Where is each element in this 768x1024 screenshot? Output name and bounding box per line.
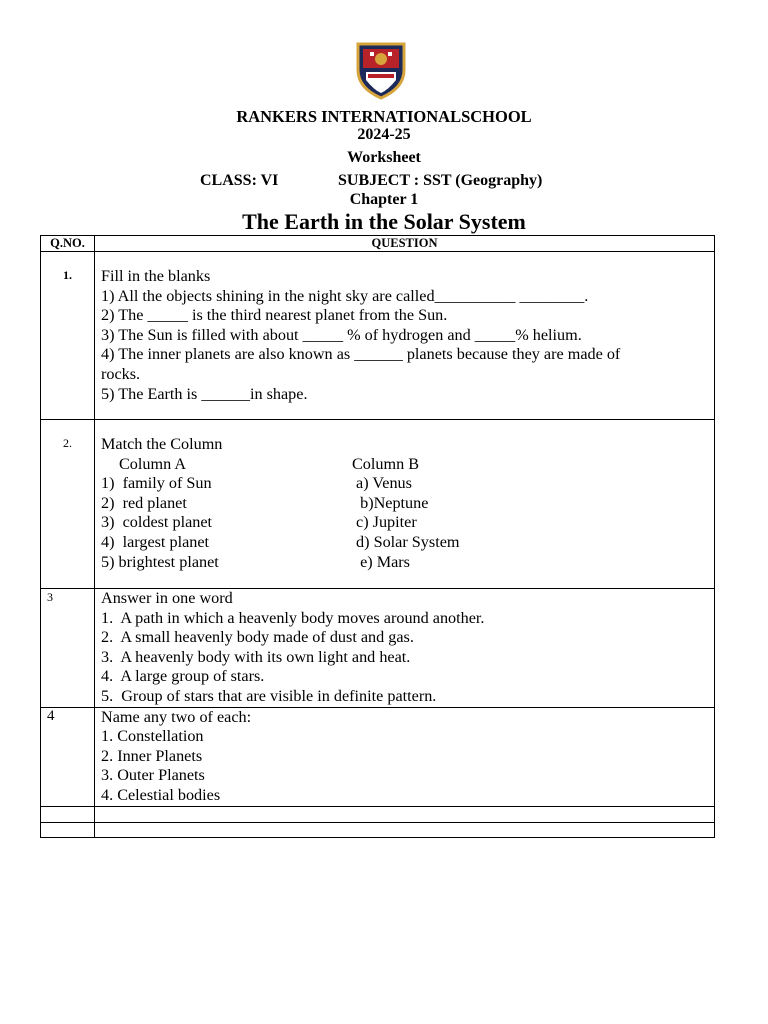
- column-a-item: 5) brightest planet: [101, 552, 219, 571]
- question-content: [95, 420, 715, 589]
- q3-line: 4. A large group of stars.: [101, 667, 265, 686]
- class-label: CLASS: VI: [200, 172, 279, 189]
- question-number: [41, 589, 95, 708]
- empty-cell: [95, 822, 715, 837]
- question-number: [41, 707, 95, 806]
- column-a-header: Column A: [119, 454, 187, 473]
- q1-line: rocks.: [101, 364, 141, 383]
- q2-heading: Match the Column: [101, 435, 223, 453]
- chapter-label: Chapter 1: [349, 191, 419, 208]
- question-content: [95, 252, 715, 420]
- q1-number: 1.: [63, 268, 72, 282]
- q4-number: 4: [47, 707, 55, 724]
- q1-line: 2) The _____ is the third nearest planet from the Sun.: [101, 306, 448, 325]
- q4-line: 1. Constellation: [101, 727, 204, 746]
- column-a-item: 2) red planet: [101, 493, 187, 512]
- subject-label: SUBJECT : SST (Geography): [338, 172, 543, 189]
- question-content: [95, 707, 715, 806]
- q3-number: 3: [47, 590, 53, 604]
- match-row: [101, 533, 714, 553]
- q3-heading: Answer in one word: [101, 589, 233, 607]
- column-b-item: c) Jupiter: [352, 513, 417, 532]
- q3-line: 5. Group of stars that are visible in definite pattern.: [101, 686, 437, 705]
- question-row-3: [41, 589, 715, 708]
- q4-line: 3. Outer Planets: [101, 766, 205, 785]
- session-year: 2024-25: [357, 126, 411, 143]
- question-row-4: [41, 707, 715, 806]
- question-number: [41, 420, 95, 589]
- q2-number: 2.: [63, 436, 72, 450]
- empty-cell: [41, 822, 95, 837]
- empty-cell: [95, 806, 715, 822]
- question-number: [41, 252, 95, 420]
- worksheet-title: The Earth in the Solar System: [242, 209, 526, 234]
- school-crest-logo: [354, 40, 408, 100]
- q1-line: 4) The inner planets are also known as ______ planets because they are made of: [101, 345, 621, 364]
- column-a-item: 4) largest planet: [101, 532, 210, 551]
- q3-line: 2. A small heavenly body made of dust and gas.: [101, 628, 414, 647]
- empty-row: [41, 806, 715, 822]
- column-b-item: a) Venus: [352, 474, 412, 493]
- column-b-header: Column B: [352, 454, 420, 473]
- q1-line: 1) All the objects shining in the night sky are called__________ ________.: [101, 286, 589, 305]
- table-header-row: [41, 236, 715, 252]
- q1-line: 5) The Earth is ______in shape.: [101, 384, 308, 403]
- q3-line: 3. A heavenly body with its own light and heat.: [101, 647, 411, 666]
- question-row-1: [41, 252, 715, 420]
- match-row: [101, 553, 714, 573]
- q4-line: 4. Celestial bodies: [101, 785, 221, 804]
- match-row: [101, 494, 714, 514]
- question-content: [95, 589, 715, 708]
- q4-heading: Name any two of each:: [101, 707, 252, 726]
- document-type: Worksheet: [347, 149, 421, 166]
- q1-heading: Fill in the blanks: [101, 267, 211, 285]
- school-name: RANKERS INTERNATIONALSCHOOL: [236, 107, 532, 126]
- question-header: QUESTION: [95, 236, 715, 252]
- column-b-item: b)Neptune: [352, 493, 429, 512]
- match-header-row: [101, 455, 714, 475]
- question-table: [40, 235, 715, 838]
- column-a-item: 3) coldest planet: [101, 513, 213, 532]
- empty-cell: [41, 806, 95, 822]
- column-b-item: e) Mars: [352, 552, 410, 571]
- qno-header: Q.NO.: [41, 236, 95, 252]
- column-a-item: 1) family of Sun: [101, 474, 212, 493]
- q1-line: 3) The Sun is filled with about _____ % of hydrogen and _____% helium.: [101, 325, 582, 344]
- q3-line: 1. A path in which a heavenly body moves around another.: [101, 608, 485, 627]
- question-row-2: [41, 420, 715, 589]
- column-b-item: d) Solar System: [352, 532, 460, 551]
- empty-row: [41, 822, 715, 837]
- q4-line: 2. Inner Planets: [101, 746, 203, 765]
- match-row: [101, 474, 714, 494]
- match-row: [101, 513, 714, 533]
